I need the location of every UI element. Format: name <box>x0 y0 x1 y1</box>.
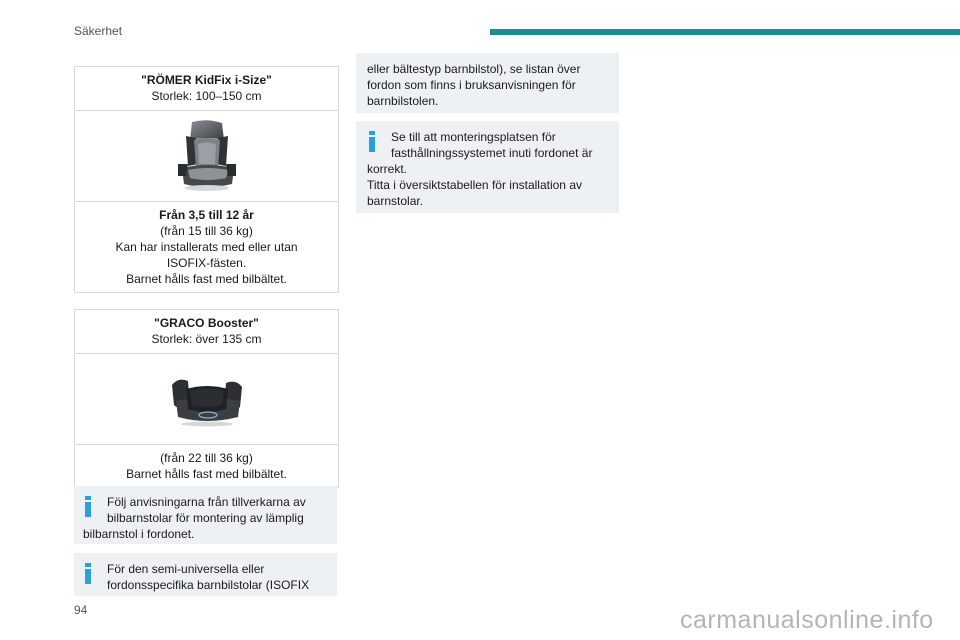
note-line: För den semi-universella eller <box>107 562 265 576</box>
seat-install-line1: Kan har installerats med eller utan <box>115 240 298 254</box>
seat-size: Storlek: 100–150 cm <box>151 89 262 103</box>
seat-title-cell <box>75 310 338 353</box>
seat-image-cell <box>75 353 338 444</box>
seat-belt: Barnet hålls fast med bilbältet. <box>126 272 287 286</box>
note-mounting <box>356 121 619 213</box>
section-title: Säkerhet <box>74 24 123 38</box>
seat-belt: Barnet hålls fast med bilbältet. <box>126 467 287 481</box>
note-line: fordonsspecifika barnbilstolar (ISOFIX <box>107 578 310 592</box>
seat-weight: (från 22 till 36 kg) <box>160 451 253 465</box>
watermark: carmanualsonline.info <box>680 606 934 634</box>
page-number: 94 <box>74 603 88 617</box>
note-line: eller bältestyp barnbilstol), se listan över <box>367 62 581 76</box>
note-line: fasthållningssystemet inuti fordonet är <box>391 146 593 160</box>
note-manufacturer <box>74 486 337 544</box>
note-line: barnbilstolen. <box>367 94 439 108</box>
note-line: korrekt. <box>367 162 408 176</box>
header-accent-bar <box>490 29 960 35</box>
info-icon <box>84 563 92 584</box>
seat-size: Storlek: över 135 cm <box>151 332 262 346</box>
seat-table-graco <box>74 309 339 488</box>
seat-weight: (från 15 till 36 kg) <box>160 224 253 238</box>
seat-name: "RÖMER KidFix i-Size" <box>141 73 272 87</box>
note-line: barnstolar. <box>367 194 424 208</box>
seat-info-cell <box>75 444 338 487</box>
note-continuation <box>356 53 619 113</box>
seat-name: "GRACO Booster" <box>154 316 259 330</box>
info-icon <box>84 496 92 517</box>
note-line: Se till att monteringsplatsen för <box>391 130 556 144</box>
seat-table-romer <box>74 66 339 293</box>
note-line: bilbarnstol i fordonet. <box>83 527 195 541</box>
note-line: bilbarnstolar för montering av lämplig <box>107 511 304 525</box>
seat-info-cell <box>75 201 338 292</box>
seat-age: Från 3,5 till 12 år <box>159 208 254 222</box>
booster-seat-with-backrest-icon <box>172 118 242 194</box>
note-semi-universal <box>74 553 337 596</box>
booster-cushion-icon <box>168 371 246 427</box>
note-line: Titta i översiktstabellen för installation av <box>367 178 582 192</box>
seat-install-line2: ISOFIX-fästen. <box>166 256 247 270</box>
seat-title-cell <box>75 67 338 110</box>
note-line: fordon som finns i bruksanvisningen för <box>367 78 576 92</box>
note-line: Följ anvisningarna från tillverkarna av <box>107 495 306 509</box>
seat-image-cell <box>75 110 338 201</box>
info-icon <box>368 131 376 152</box>
